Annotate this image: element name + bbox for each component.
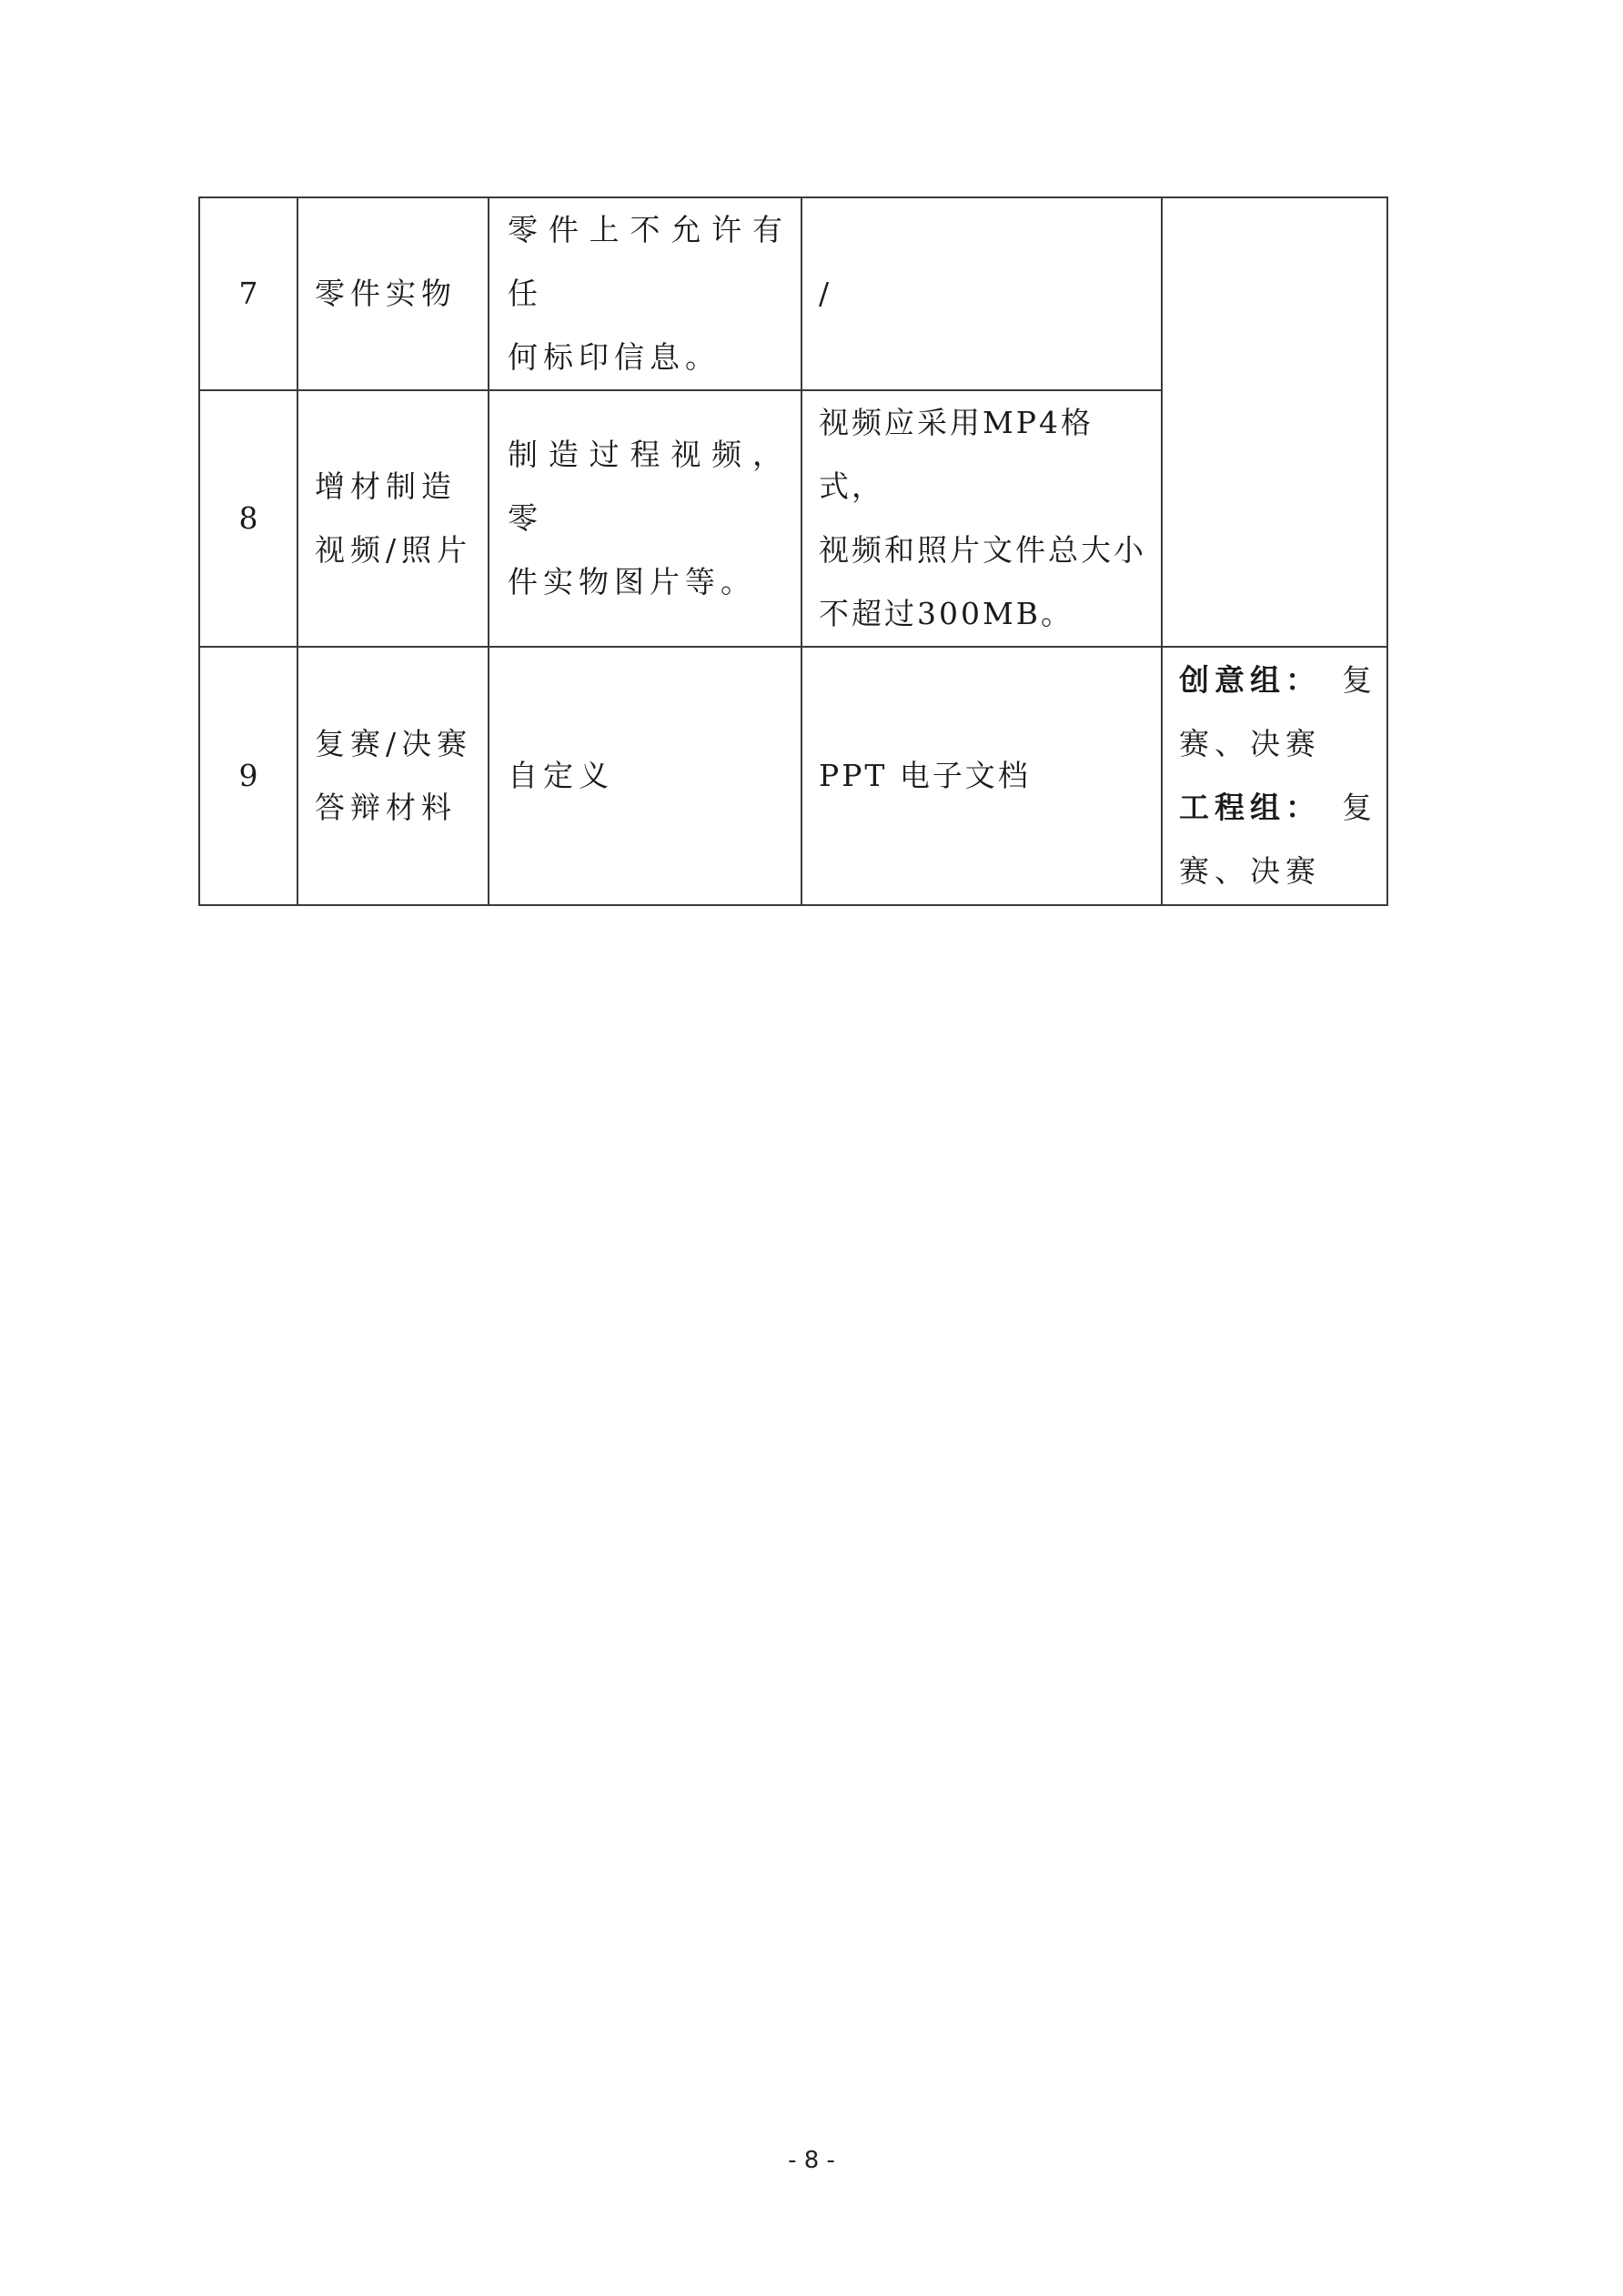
format-line: PPT 电子文档 bbox=[819, 758, 1031, 793]
stage-value: 赛、决赛 bbox=[1179, 726, 1321, 761]
requirement-line: 制造过程视频，零 bbox=[508, 437, 788, 536]
page-number: - 8 - bbox=[788, 2147, 835, 2174]
item-name-line: 答辩材料 bbox=[315, 790, 457, 825]
format-line: 不超过300MB。 bbox=[819, 596, 1074, 631]
stage-value: 复 bbox=[1342, 790, 1377, 825]
requirement-text bbox=[489, 744, 801, 808]
stage-value: 复 bbox=[1342, 662, 1377, 698]
submission-materials-table bbox=[198, 196, 1388, 906]
format-text bbox=[802, 744, 1161, 808]
stage-value: 赛、决赛 bbox=[1179, 853, 1321, 889]
requirement-line: 零件上不允许有任 bbox=[508, 212, 788, 311]
stage-line bbox=[1179, 712, 1377, 776]
stage-cell-merged bbox=[1162, 197, 1387, 647]
item-name-cell bbox=[297, 647, 489, 905]
format-line: / bbox=[819, 276, 832, 311]
stage-cell bbox=[1162, 647, 1387, 905]
item-name bbox=[298, 455, 488, 582]
row-number: 7 bbox=[238, 276, 258, 311]
row-number: 9 bbox=[238, 758, 258, 793]
requirement-cell bbox=[489, 647, 801, 905]
format-cell bbox=[801, 197, 1162, 390]
format-cell bbox=[801, 390, 1162, 647]
item-name-cell bbox=[297, 390, 489, 647]
stage-text bbox=[1163, 649, 1386, 903]
format-line: 视频应采用MP4格式， bbox=[819, 405, 1094, 504]
item-name-line: 视频/照片 bbox=[315, 532, 473, 568]
requirement-text bbox=[489, 423, 801, 614]
format-text bbox=[802, 262, 1161, 326]
row-number-cell bbox=[199, 197, 297, 390]
group-label: 工程组： bbox=[1179, 790, 1321, 825]
stage-line bbox=[1179, 840, 1377, 903]
item-name bbox=[298, 262, 488, 326]
item-name-line: 零件实物 bbox=[315, 276, 457, 311]
stage-line bbox=[1179, 649, 1377, 712]
requirement-text bbox=[489, 198, 801, 389]
format-cell bbox=[801, 647, 1162, 905]
stage-line bbox=[1179, 776, 1377, 840]
row-number-cell bbox=[199, 647, 297, 905]
item-name bbox=[298, 712, 488, 840]
table-row bbox=[199, 197, 1387, 390]
requirement-line: 件实物图片等。 bbox=[508, 564, 756, 599]
item-name-line: 增材制造 bbox=[315, 468, 457, 504]
item-name-cell bbox=[297, 197, 489, 390]
row-number: 8 bbox=[238, 500, 258, 536]
row-number-cell bbox=[199, 390, 297, 647]
table-row bbox=[199, 647, 1387, 905]
format-line: 视频和照片文件总大小 bbox=[819, 532, 1146, 568]
requirement-cell bbox=[489, 390, 801, 647]
group-label: 创意组： bbox=[1179, 662, 1321, 698]
format-text bbox=[802, 391, 1161, 646]
requirement-line: 何标印信息。 bbox=[508, 339, 721, 375]
requirement-line: 自定义 bbox=[508, 758, 614, 793]
item-name-line: 复赛/决赛 bbox=[315, 726, 473, 761]
requirement-cell bbox=[489, 197, 801, 390]
